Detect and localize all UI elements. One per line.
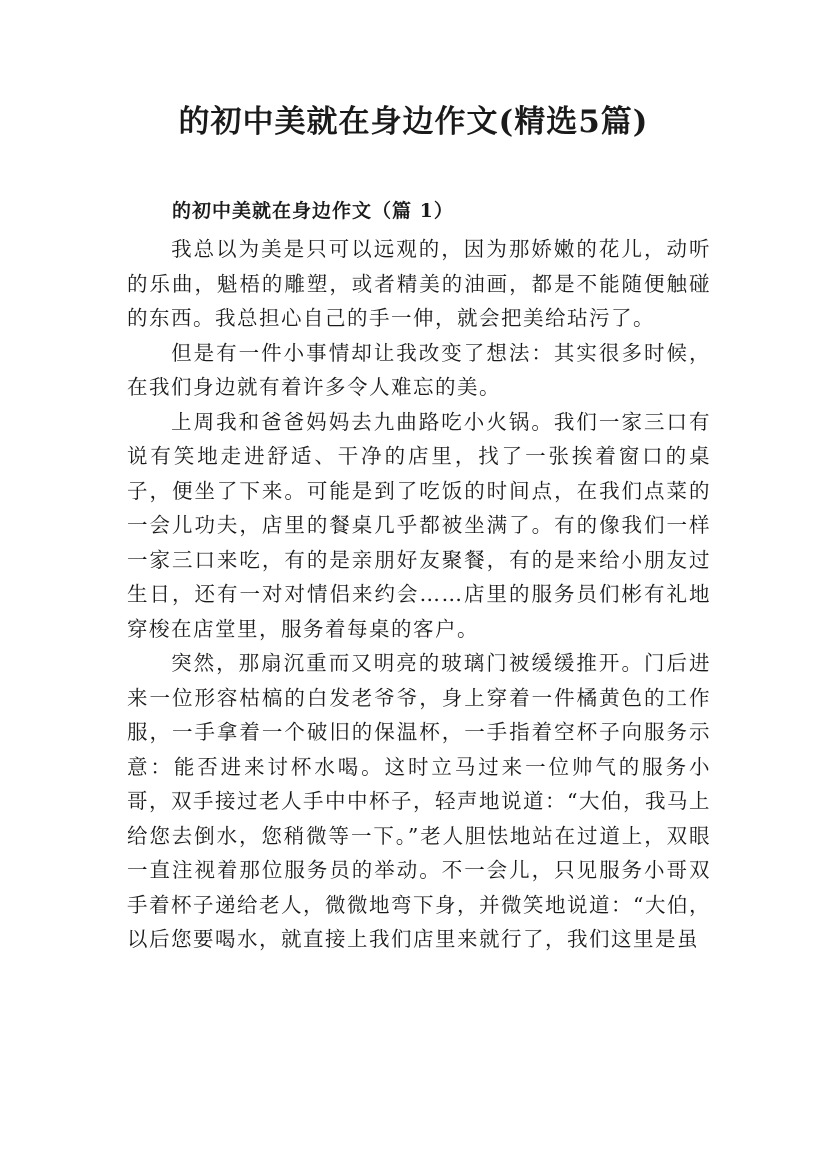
document-body	[127, 232, 711, 957]
paragraph: 突然，那扇沉重而又明亮的玻璃门被缓缓推开。门后进来一位形容枯槁的白发老爷爷，身上穿着一件橘黄色的工作服，一手拿着一个破旧的保温杯，一手指着空杯子向服务示意：能否进来讨杯水喝。这时立马过来一位帅气的服务小哥，双手接过老人手中中杯子，轻声地说道：“大伯，我马上给您去倒水，您稍微等一下。”老人胆怯地站在过道上，双眼一直注视着那位服务员的举动。不一会儿，只见服务小哥双手着杯子递给老人，微微地弯下身，并微笑地说道：“大伯，以后您要喝水，就直接上我们店里来就行了，我们这里是虽	[127, 651, 711, 951]
paragraph: 但是有一件小事情却让我改变了想法：其实很多时候，在我们身边就有着许多令人难忘的美。	[127, 340, 711, 399]
paragraph: 我总以为美是只可以远观的，因为那娇嫩的花儿，动听的乐曲，魁梧的雕塑，或者精美的油画，都是不能随便触碰的东西。我总担心自己的手一伸，就会把美给玷污了。	[127, 237, 711, 330]
section-heading: 的初中美就在身边作文（篇 1）	[172, 200, 454, 222]
document-title: 的初中美就在身边作文(精选5篇)	[178, 104, 649, 140]
paragraph: 上周我和爸爸妈妈去九曲路吃小火锅。我们一家三口有说有笑地走进舒适、干净的店里，找了一张挨着窗口的桌子，便坐了下来。可能是到了吃饭的时间点，在我们点菜的一会儿功夫，店里的餐桌几乎都被坐满了。有的像我们一样一家三口来吃，有的是亲朋好友聚餐，有的是来给小朋友过生日，还有一对对情侣来约会……店里的服务员们彬有礼地穿梭在店堂里，服务着每桌的客户。	[127, 409, 711, 641]
